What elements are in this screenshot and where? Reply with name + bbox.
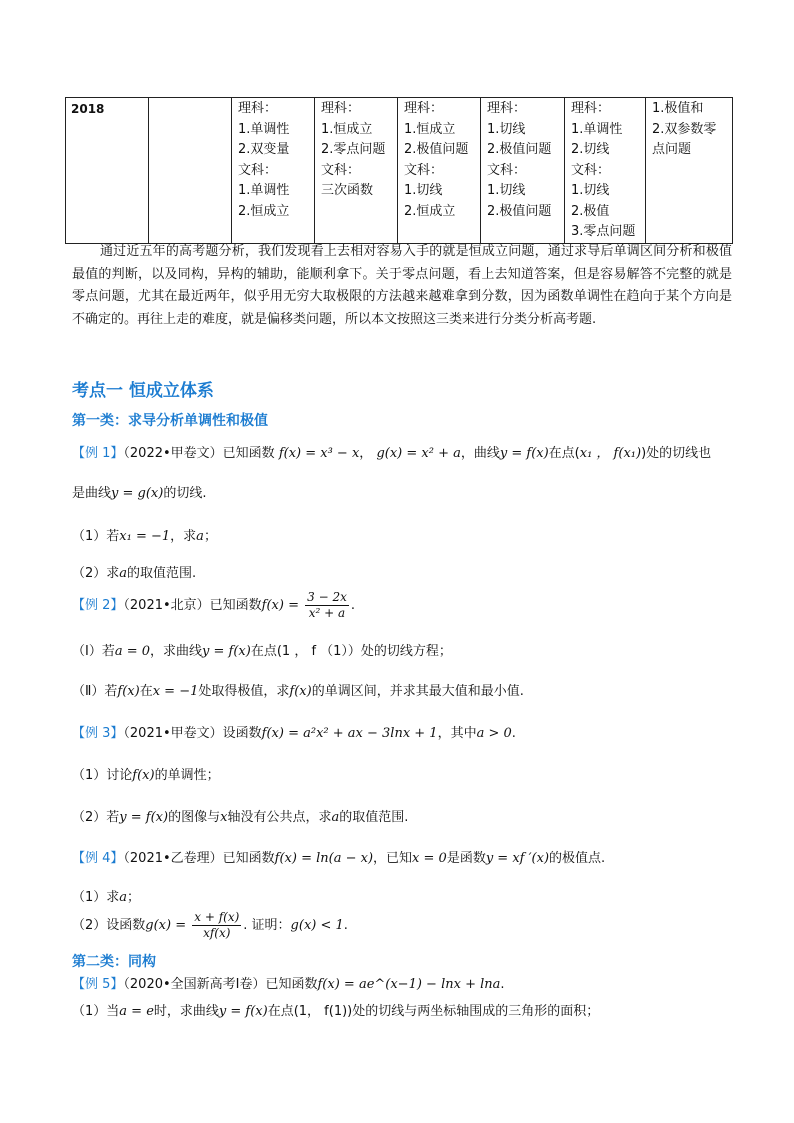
table-cell-line: 3.零点问题 — [571, 224, 636, 239]
example-5-question-1: （1）当a = e时，求曲线y = f(x)在点(1， f(1))处的切线与两坐标轴围成的三角形的面积； — [72, 1004, 600, 1019]
table-cell-line: 文科： — [404, 162, 444, 178]
table-cell-line: 1.单调性 — [238, 183, 290, 198]
example-tag: 【例 1】 — [72, 446, 124, 461]
intro-paragraph: 通过近五年的高考题分析，我们发现看上去相对容易入手的就是恒成立问题，通过求导后单调区间分析和极值最值的判断，以及同构，异构的辅助，能顺利拿下。关于零点问题，看上去知道答案，但是容易解答不完整的就是零点问题，尤其在最近两年，似乎用无穷大取极限的方法越来越难拿到分数，因为函数单调性在趋向于某个方向是不确定的。再往上走的难度，就是偏移类问题，所以本文按照这三类来进行分类分析高考题. — [72, 244, 732, 327]
table-cell — [232, 98, 315, 244]
example-tag: 【例 2】 — [72, 598, 124, 613]
table-cell-year: 2018 — [66, 98, 149, 244]
example-tag: 【例 5】 — [72, 977, 124, 992]
example-4-question-2: （2）设函数g(x) = $\frac{x + f(x)}{xf(x)}$ . 证明：g(x) < 1. — [72, 910, 348, 940]
table-cell-line: 文科： — [238, 162, 278, 178]
example-3-question-1: （1）讨论f(x)的单调性； — [72, 768, 220, 783]
table-cell-line: 1.单调性 — [571, 121, 623, 137]
table-cell-line: 1.切线 — [487, 183, 526, 198]
table-cell-line: 1.切线 — [404, 183, 443, 198]
example-4-question-1: （1）求a； — [72, 890, 141, 905]
table-cell-line: 理科： — [571, 101, 611, 116]
table-cell-line: 2.极值问题 — [487, 142, 552, 157]
table-cell-line: 点问题 — [652, 142, 692, 157]
subsection-title-2: 第二类：同构 — [72, 954, 156, 970]
formula: f(x) = ln(a − x) — [274, 851, 374, 866]
example-2-question-2: （Ⅱ）若f(x)在x = −1处取得极值，求f(x)的单调区间，并求其最大值和最小值. — [72, 684, 524, 699]
example-tag: 【例 4】 — [72, 851, 124, 866]
example-3-stem: 【例 3】（2021•甲卷文）设函数f(x) = a²x² + ax − 3lnx + 1，其中a > 0. — [72, 726, 516, 741]
table-cell-line: 文科： — [487, 162, 527, 178]
table-cell-line: 1.极值和 — [652, 101, 704, 116]
example-4-stem: 【例 4】（2021•乙卷理）已知函数f(x) = ln(a − x)，已知x = 0是函数y = xf ′(x)的极值点. — [72, 851, 606, 866]
table-cell-line: 1.切线 — [571, 183, 610, 198]
example-2-question-1: （Ⅰ）若a = 0，求曲线y = f(x)在点(1 ， f （1））处的切线方程； — [72, 644, 452, 659]
table-cell-line: 2.恒成立 — [238, 203, 290, 219]
formula: f(x) = x³ − x — [278, 446, 360, 461]
formula: f(x) = a²x² + ax − 3lnx + 1 — [261, 726, 438, 741]
table-cell-line: 理科： — [487, 101, 527, 116]
table-cell — [481, 98, 565, 244]
table-cell-line: 1.恒成立 — [321, 121, 373, 137]
table-cell — [149, 98, 232, 244]
fraction: $\frac{x + f(x)}{xf(x)}$ — [194, 910, 240, 940]
example-2-stem: 【例 2】（2021•北京）已知函数f(x) = $\frac{3 - 2x}{\text{x² + a}}$ . — [72, 590, 355, 620]
example-5-stem: 【例 5】（2020•全国新高考Ⅰ卷）已知函数f(x) = ae^(x−1) − lnx + lna. — [72, 977, 505, 992]
table-cell — [565, 98, 646, 244]
formula: f(x) = ae^(x−1) − lnx + lna — [317, 977, 501, 992]
table-cell-line: 1.切线 — [487, 121, 526, 137]
table-cell-line: 2.双参数零 — [652, 121, 717, 137]
formula: y = g(x) — [111, 486, 164, 501]
table-cell-line: 2.恒成立 — [404, 203, 456, 219]
table-cell-line: 2.切线 — [571, 142, 610, 157]
formula: g(x) = x² + a — [376, 446, 461, 461]
example-tag: 【例 3】 — [72, 726, 124, 741]
table-cell-line: 三次函数 — [321, 183, 374, 198]
formula: g(x) = — [145, 918, 187, 933]
fraction: $\frac{3 - 2x}{\text{x² + a}}$ — [307, 590, 347, 620]
table-row — [66, 98, 733, 244]
table-cell-line: 2.极值问题 — [487, 203, 552, 219]
table-cell — [646, 98, 733, 244]
example-1-question-1: （1）若x₁ = −1，求a； — [72, 529, 217, 544]
example-1-stem-cont: 是曲线y = g(x)的切线. — [72, 486, 207, 501]
table-cell-line: 1.单调性 — [238, 121, 290, 137]
subsection-title-1: 第一类：求导分析单调性和极值 — [72, 413, 268, 429]
table-cell-line: 2.极值问题 — [404, 142, 469, 157]
example-1-question-2: （2）求a的取值范围. — [72, 566, 197, 581]
example-3-question-2: （2）若y = f(x)的图像与x轴没有公共点，求a的取值范围. — [72, 810, 409, 825]
section-title: 考点一 恒成立体系 — [72, 381, 214, 401]
formula: y = f(x) — [499, 446, 549, 461]
table-cell-line: 理科： — [404, 101, 444, 116]
table-cell-line: 2.极值 — [571, 203, 610, 219]
formula: f(x) = — [261, 598, 299, 613]
table-cell-line: 文科： — [321, 162, 361, 178]
table-cell — [398, 98, 481, 244]
table-cell-line: 文科： — [571, 162, 611, 178]
table-cell-line: 1.恒成立 — [404, 121, 456, 137]
table-cell-line: 2.双变量 — [238, 142, 290, 157]
example-1-stem: 【例 1】（2022•甲卷文）已知函数 f(x) = x³ − x， g(x) = x² + a，曲线y = f(x)在点(x₁ ， f(x₁))处的切线也 — [72, 446, 712, 461]
table-cell-line: 理科： — [321, 101, 361, 116]
exam-analysis-table — [65, 97, 733, 244]
table-cell-line: 2.零点问题 — [321, 142, 386, 157]
formula: x₁ ， f(x₁) — [579, 446, 642, 461]
table-cell-line: 理科： — [238, 101, 278, 116]
table-cell — [315, 98, 398, 244]
